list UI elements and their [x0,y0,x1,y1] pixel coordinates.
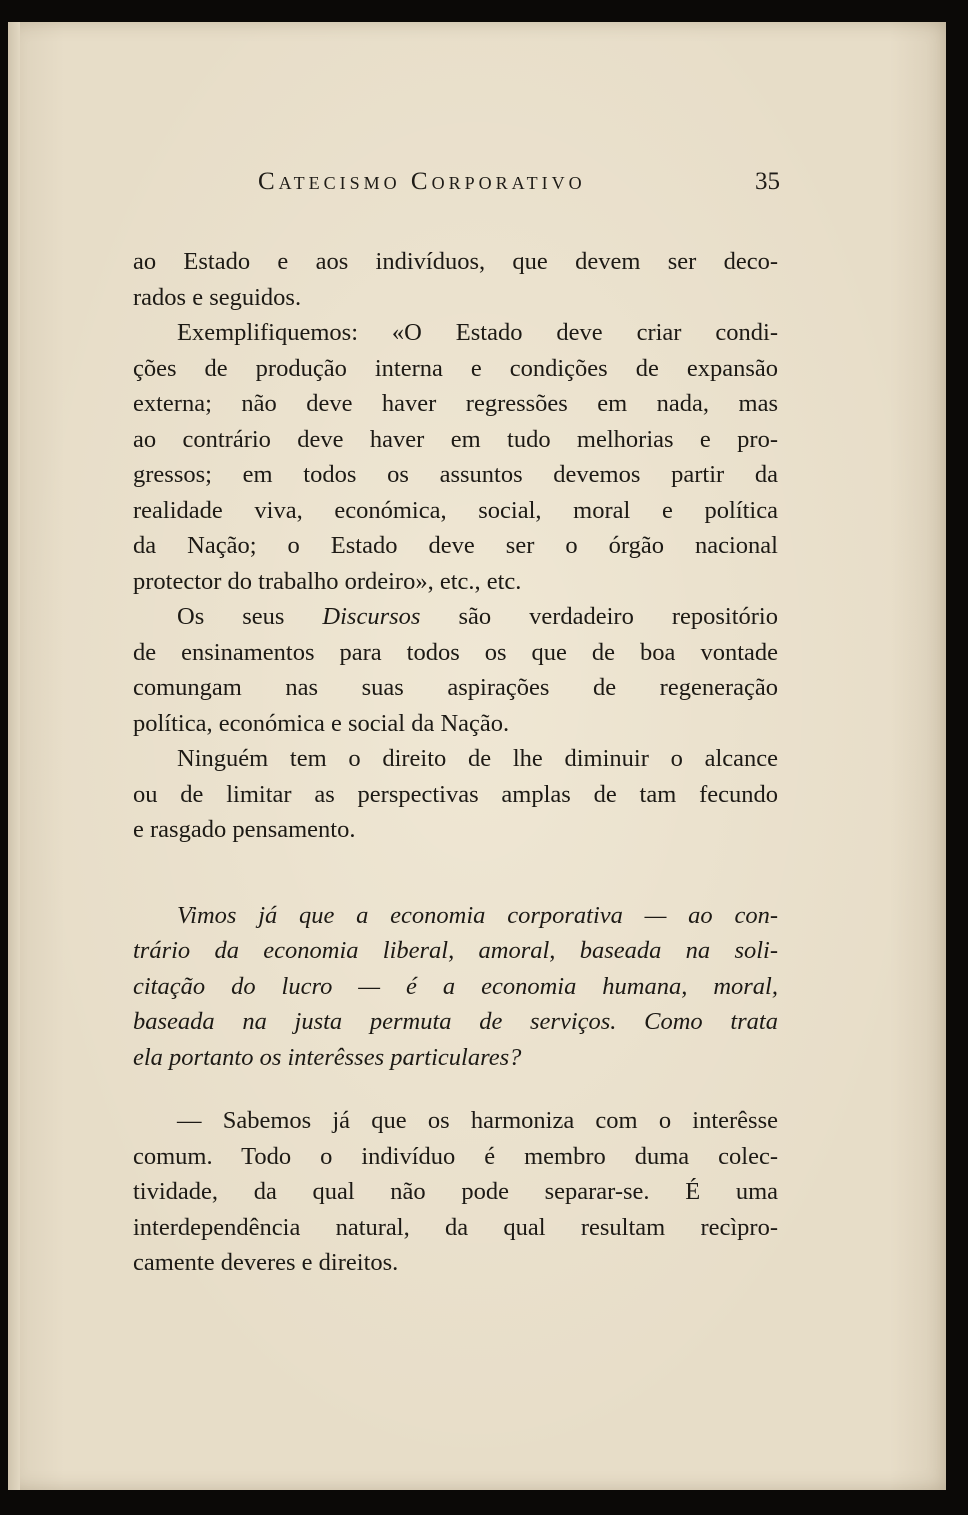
page-binding-edge [8,22,20,1490]
section-spacer [133,848,778,898]
text-line: ao contrário deve haver em tudo melhorias e pro- [133,425,778,453]
answer-line: tividade, da qual não pode separar-se. É uma [133,1178,778,1205]
catechism-question [133,898,778,1076]
text-line: ao Estado e aos indivíduos, que devem ser deco- [133,248,778,275]
page-number: 35 [755,168,780,195]
body-text [133,244,778,1281]
text-line: ou de limitar as perspectivas amplas de tam fecundo [133,780,778,808]
answer-line: comum. Todo o indivíduo é membro duma colec- [133,1142,778,1170]
text-line: política, económica e social da Nação. [133,709,510,737]
text-line: da Nação; o Estado deve ser o órgão nacional [133,532,778,559]
text-line: e rasgado pensamento. [133,816,356,843]
question-line: ela portanto os interêsses particulares? [133,1043,522,1071]
answer-line: camente deveres e direitos. [133,1249,399,1276]
text-line: realidade viva, económica, social, moral e política [133,496,778,524]
italic-title-discursos: Discursos [322,603,421,630]
question-line: citação do lucro — é a economia humana, moral, [133,972,778,1000]
section-spacer [133,1075,778,1103]
text-line: protector do trabalho ordeiro», etc., etc. [133,567,522,595]
text-fragment: são verdadeiro repositório [420,603,778,630]
running-title: Catecismo Corporativo [258,168,586,195]
answer-line: interdependência natural, da qual resultam recìpro- [133,1213,778,1241]
question-line: baseada na justa permuta de serviços. Como trata [133,1008,778,1035]
paragraph-1 [133,244,778,315]
question-line: trário da economia liberal, amoral, baseada na soli- [133,937,778,964]
text-line: Ninguém tem o direito de lhe diminuir o alcance [177,745,778,772]
paragraph-2 [133,315,778,599]
paragraph-4 [133,741,778,848]
question-line: Vimos já que a economia corporativa — ao con- [177,901,778,929]
text-line: ções de produção interna e condições de expansão [133,354,778,382]
paragraph-3 [133,599,778,741]
text-line: comungam nas suas aspirações de regeneração [133,674,778,701]
text-line: rados e seguidos. [133,283,302,311]
text-line [133,599,778,635]
text-line: gressos; em todos os assuntos devemos partir da [133,461,778,488]
answer-line: — Sabemos já que os harmoniza com o interêsse [177,1107,778,1134]
text-line: externa; não deve haver regressões em nada, mas [133,390,778,417]
running-header [258,168,780,198]
text-line: de ensinamentos para todos os que de boa vontade [133,638,778,666]
catechism-answer [133,1103,778,1281]
text-line: Exemplifiquemos: «O Estado deve criar condi- [177,319,778,346]
text-fragment: Os seus [177,603,323,630]
